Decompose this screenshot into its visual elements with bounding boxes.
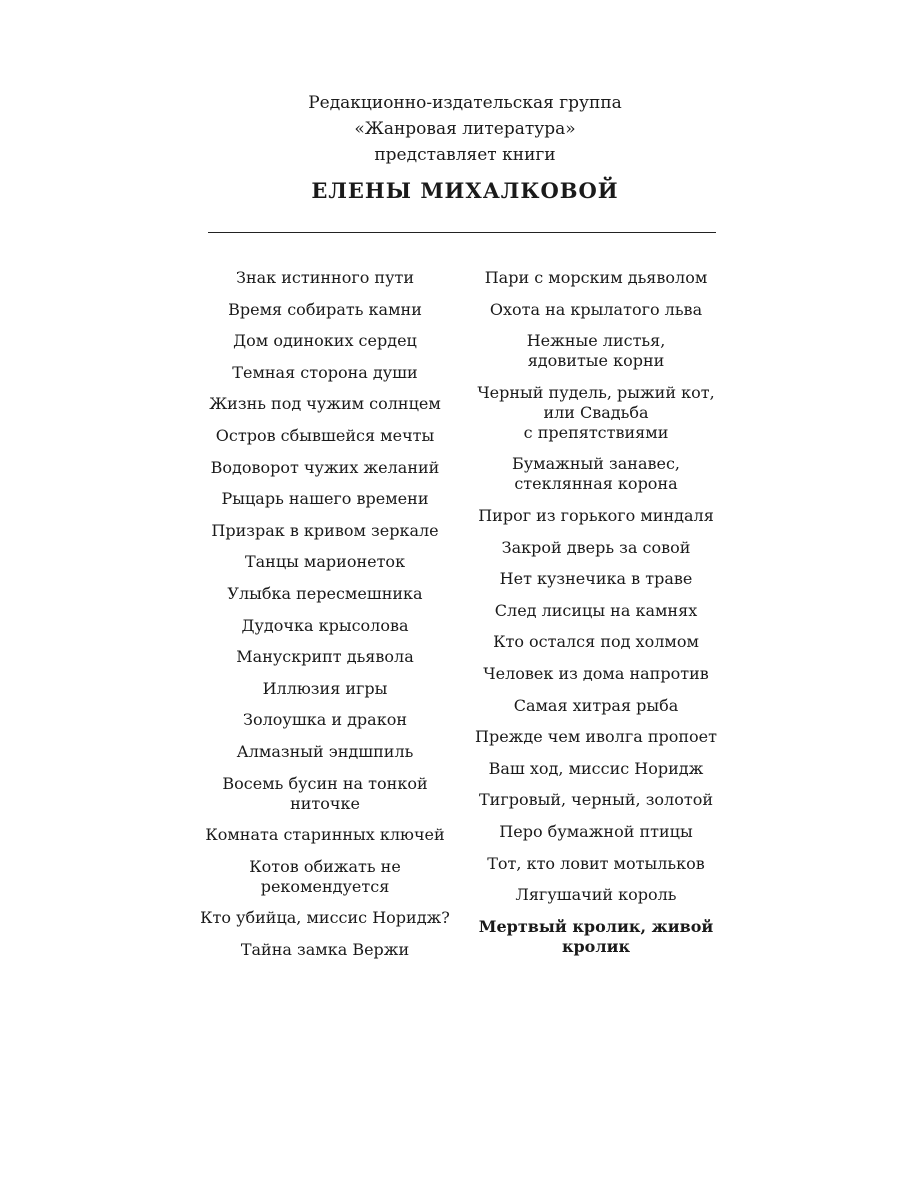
- book-title: Прежде чем иволга пропоет: [475, 727, 717, 747]
- book-title: Знак истинного пути: [235, 268, 415, 287]
- book-title: Пари с морским дьяволом: [484, 268, 708, 287]
- book-title: Комната старинных ключей: [205, 825, 445, 845]
- book-title: Перо бумажной птицы: [499, 821, 693, 841]
- book-title: Улыбка пересмешника: [227, 583, 423, 603]
- book-title: Дудочка крысолова: [241, 615, 409, 635]
- publisher-line-1: Редакционно-издательская группа: [308, 93, 622, 113]
- book-title: Манускрипт дьявола: [236, 647, 414, 667]
- book-title: Иллюзия игры: [262, 678, 388, 698]
- book-title: Тайна замка Вержи: [240, 939, 410, 959]
- publisher-line-2: «Жанровая литература»: [354, 119, 576, 139]
- left-title-column: [195, 268, 455, 971]
- book-title: Призрак в кривом зеркале: [211, 520, 439, 540]
- book-title: Кто убийца, миссис Норидж?: [200, 908, 450, 928]
- book-title: Тигровый, черный, золотой: [479, 790, 713, 810]
- book-title: Черный пудель, рыжий кот, или Свадьба с препятствиями: [477, 382, 715, 442]
- book-title: Рыцарь нашего времени: [221, 489, 429, 509]
- book-title: Самая хитрая рыба: [513, 695, 679, 715]
- book-title: Мертвый кролик, живой кролик: [478, 916, 714, 956]
- book-title: Алмазный эндшпиль: [236, 741, 414, 761]
- book-title: Танцы марионеток: [244, 552, 406, 572]
- publisher-line-3: представляет книги: [374, 145, 556, 165]
- book-title: Золоушка и дракон: [243, 710, 407, 730]
- book-title: Ваш ход, миссис Норидж: [488, 758, 704, 778]
- book-title: Тот, кто ловит мотыльков: [487, 853, 705, 873]
- book-title: Бумажный занавес, стеклянная корона: [511, 454, 680, 494]
- right-title-column: [466, 268, 726, 968]
- book-title: Дом одиноких сердец: [233, 331, 417, 351]
- book-title: Пирог из горького миндаля: [478, 505, 714, 525]
- book-title: Время собирать камни: [228, 299, 422, 319]
- book-title: Кто остался под холмом: [493, 632, 699, 652]
- book-title: Темная сторона души: [232, 362, 418, 382]
- book-title: Котов обижать не рекомендуется: [249, 856, 401, 896]
- book-title: Нежные листья, ядовитые корни: [526, 331, 666, 371]
- book-title: Лягушачий король: [515, 885, 677, 905]
- author-name: ЕЛЕНЫ МИХАЛКОВОЙ: [311, 178, 619, 203]
- publisher-header: [0, 90, 900, 168]
- book-title: Жизнь под чужим солнцем: [209, 394, 441, 414]
- book-title: Водоворот чужих желаний: [210, 457, 440, 477]
- book-title: Восемь бусин на тонкой ниточке: [222, 773, 428, 813]
- book-title: Остров сбывшейся мечты: [215, 425, 435, 445]
- book-title: Охота на крылатого льва: [489, 299, 703, 319]
- book-title: Человек из дома напротив: [483, 663, 709, 683]
- book-title: Нет кузнечика в траве: [499, 569, 693, 589]
- book-title: След лисицы на камнях: [494, 600, 698, 620]
- book-title: Закрой дверь за совой: [501, 537, 691, 557]
- divider-rule: [208, 232, 716, 233]
